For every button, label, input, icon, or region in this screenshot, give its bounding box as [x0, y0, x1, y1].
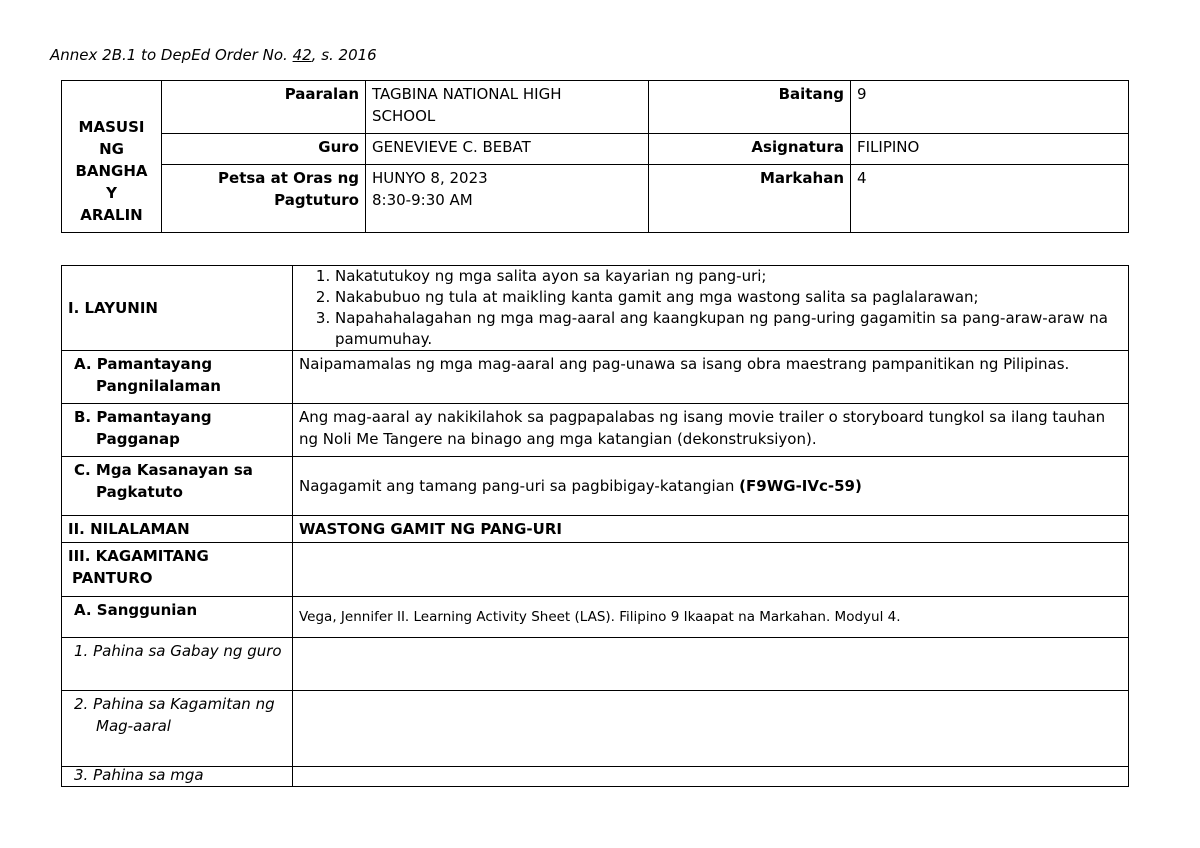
- teacher-value: GENEVIEVE C. BEBAT: [366, 134, 649, 165]
- performance-standard-value: Ang mag-aaral ay nakikilahok sa pagpapalabas ng isang movie trailer o storyboard tungkol sa ilang tauhan ng Noli Me Tangere na binago ang mga katangian (dekonstruksiyon).: [293, 404, 1129, 457]
- annex-prefix: Annex 2B.1 to DepEd Order No.: [50, 46, 293, 64]
- time-value: 8:30-9:30 AM: [372, 191, 473, 209]
- references-value: Vega, Jennifer II. Learning Activity Sheet (LAS). Filipino 9 Ikaapat na Markahan. Modyul 4.: [293, 597, 1129, 638]
- teacher-label: Guro: [162, 134, 366, 165]
- lesson-plan-title: [62, 81, 162, 233]
- title-line: Y: [106, 183, 117, 202]
- title-line: NG: [99, 139, 124, 158]
- quarter-label: Markahan: [649, 165, 851, 233]
- subject-label: Asignatura: [649, 134, 851, 165]
- title-line: MASUSI: [78, 117, 145, 136]
- date-time-value: [366, 165, 649, 233]
- objectives-label: I. LAYUNIN: [62, 266, 293, 351]
- content-standard-value: Naipamamalas ng mga mag-aaral ang pag-unawa sa isang obra maestrang pampanitikan ng Pilipinas.: [293, 351, 1129, 404]
- textbook-pages-value: [293, 767, 1129, 787]
- learner-material-pages-label: 2. Pahina sa Kagamitan ng Mag-aaral: [62, 691, 293, 767]
- learner-material-pages-value: [293, 691, 1129, 767]
- objective-item: 2. Nakabubuo ng tula at maikling kanta gamit ang mga wastong salita sa paglalarawan;: [335, 287, 1122, 308]
- school-value-line: SCHOOL: [372, 107, 436, 125]
- references-label: A. Sanggunian: [62, 597, 293, 638]
- title-line: BANGHA: [75, 161, 148, 180]
- performance-standard-label: B. Pamantayang Pagganap: [62, 404, 293, 457]
- annex-reference: [50, 46, 377, 64]
- school-value: [366, 81, 649, 134]
- objective-item: 1. Nakatutukoy ng mga salita ayon sa kayarian ng pang-uri;: [335, 266, 1122, 287]
- content-label: II. NILALAMAN: [62, 516, 293, 543]
- textbook-pages-label: 3. Pahina sa mga: [62, 767, 293, 787]
- annex-suffix: , s. 2016: [311, 46, 377, 64]
- content-standard-label: A. Pamantayang Pangnilalaman: [62, 351, 293, 404]
- teacher-guide-pages-value: [293, 638, 1129, 691]
- competency-code: (F9WG-IVc-59): [739, 477, 862, 495]
- date-label-line: Petsa at Oras ng: [218, 169, 359, 187]
- subject-value: FILIPINO: [851, 134, 1129, 165]
- lesson-info-table: [61, 80, 1129, 233]
- grade-value: 9: [851, 81, 1129, 134]
- materials-label: III. KAGAMITANG PANTURO: [62, 543, 293, 597]
- teacher-guide-pages-label: 1. Pahina sa Gabay ng guro: [62, 638, 293, 691]
- date-label-line: Pagtuturo: [274, 191, 359, 209]
- date-value: HUNYO 8, 2023: [372, 169, 488, 187]
- title-line: ARALIN: [80, 205, 143, 224]
- competency-label: C. Mga Kasanayan sa Pagkatuto: [62, 457, 293, 516]
- lesson-plan-table: [61, 265, 1129, 787]
- competency-value: [293, 457, 1129, 516]
- school-value-line: TAGBINA NATIONAL HIGH: [372, 85, 562, 103]
- date-time-label: [162, 165, 366, 233]
- content-value: WASTONG GAMIT NG PANG-URI: [293, 516, 1129, 543]
- objective-item: 3. Napahahalagahan ng mga mag-aaral ang kaangkupan ng pang-uring gagamitin sa pang-araw-araw na pamumuhay.: [335, 308, 1122, 350]
- competency-text: Nagagamit ang tamang pang-uri sa pagbibigay-katangian: [299, 477, 740, 495]
- objectives-list: [299, 266, 1122, 350]
- order-number: 42: [292, 46, 312, 64]
- objectives-list-cell: [293, 266, 1129, 351]
- materials-value: [293, 543, 1129, 597]
- school-label: Paaralan: [162, 81, 366, 134]
- quarter-value: 4: [851, 165, 1129, 233]
- grade-label: Baitang: [649, 81, 851, 134]
